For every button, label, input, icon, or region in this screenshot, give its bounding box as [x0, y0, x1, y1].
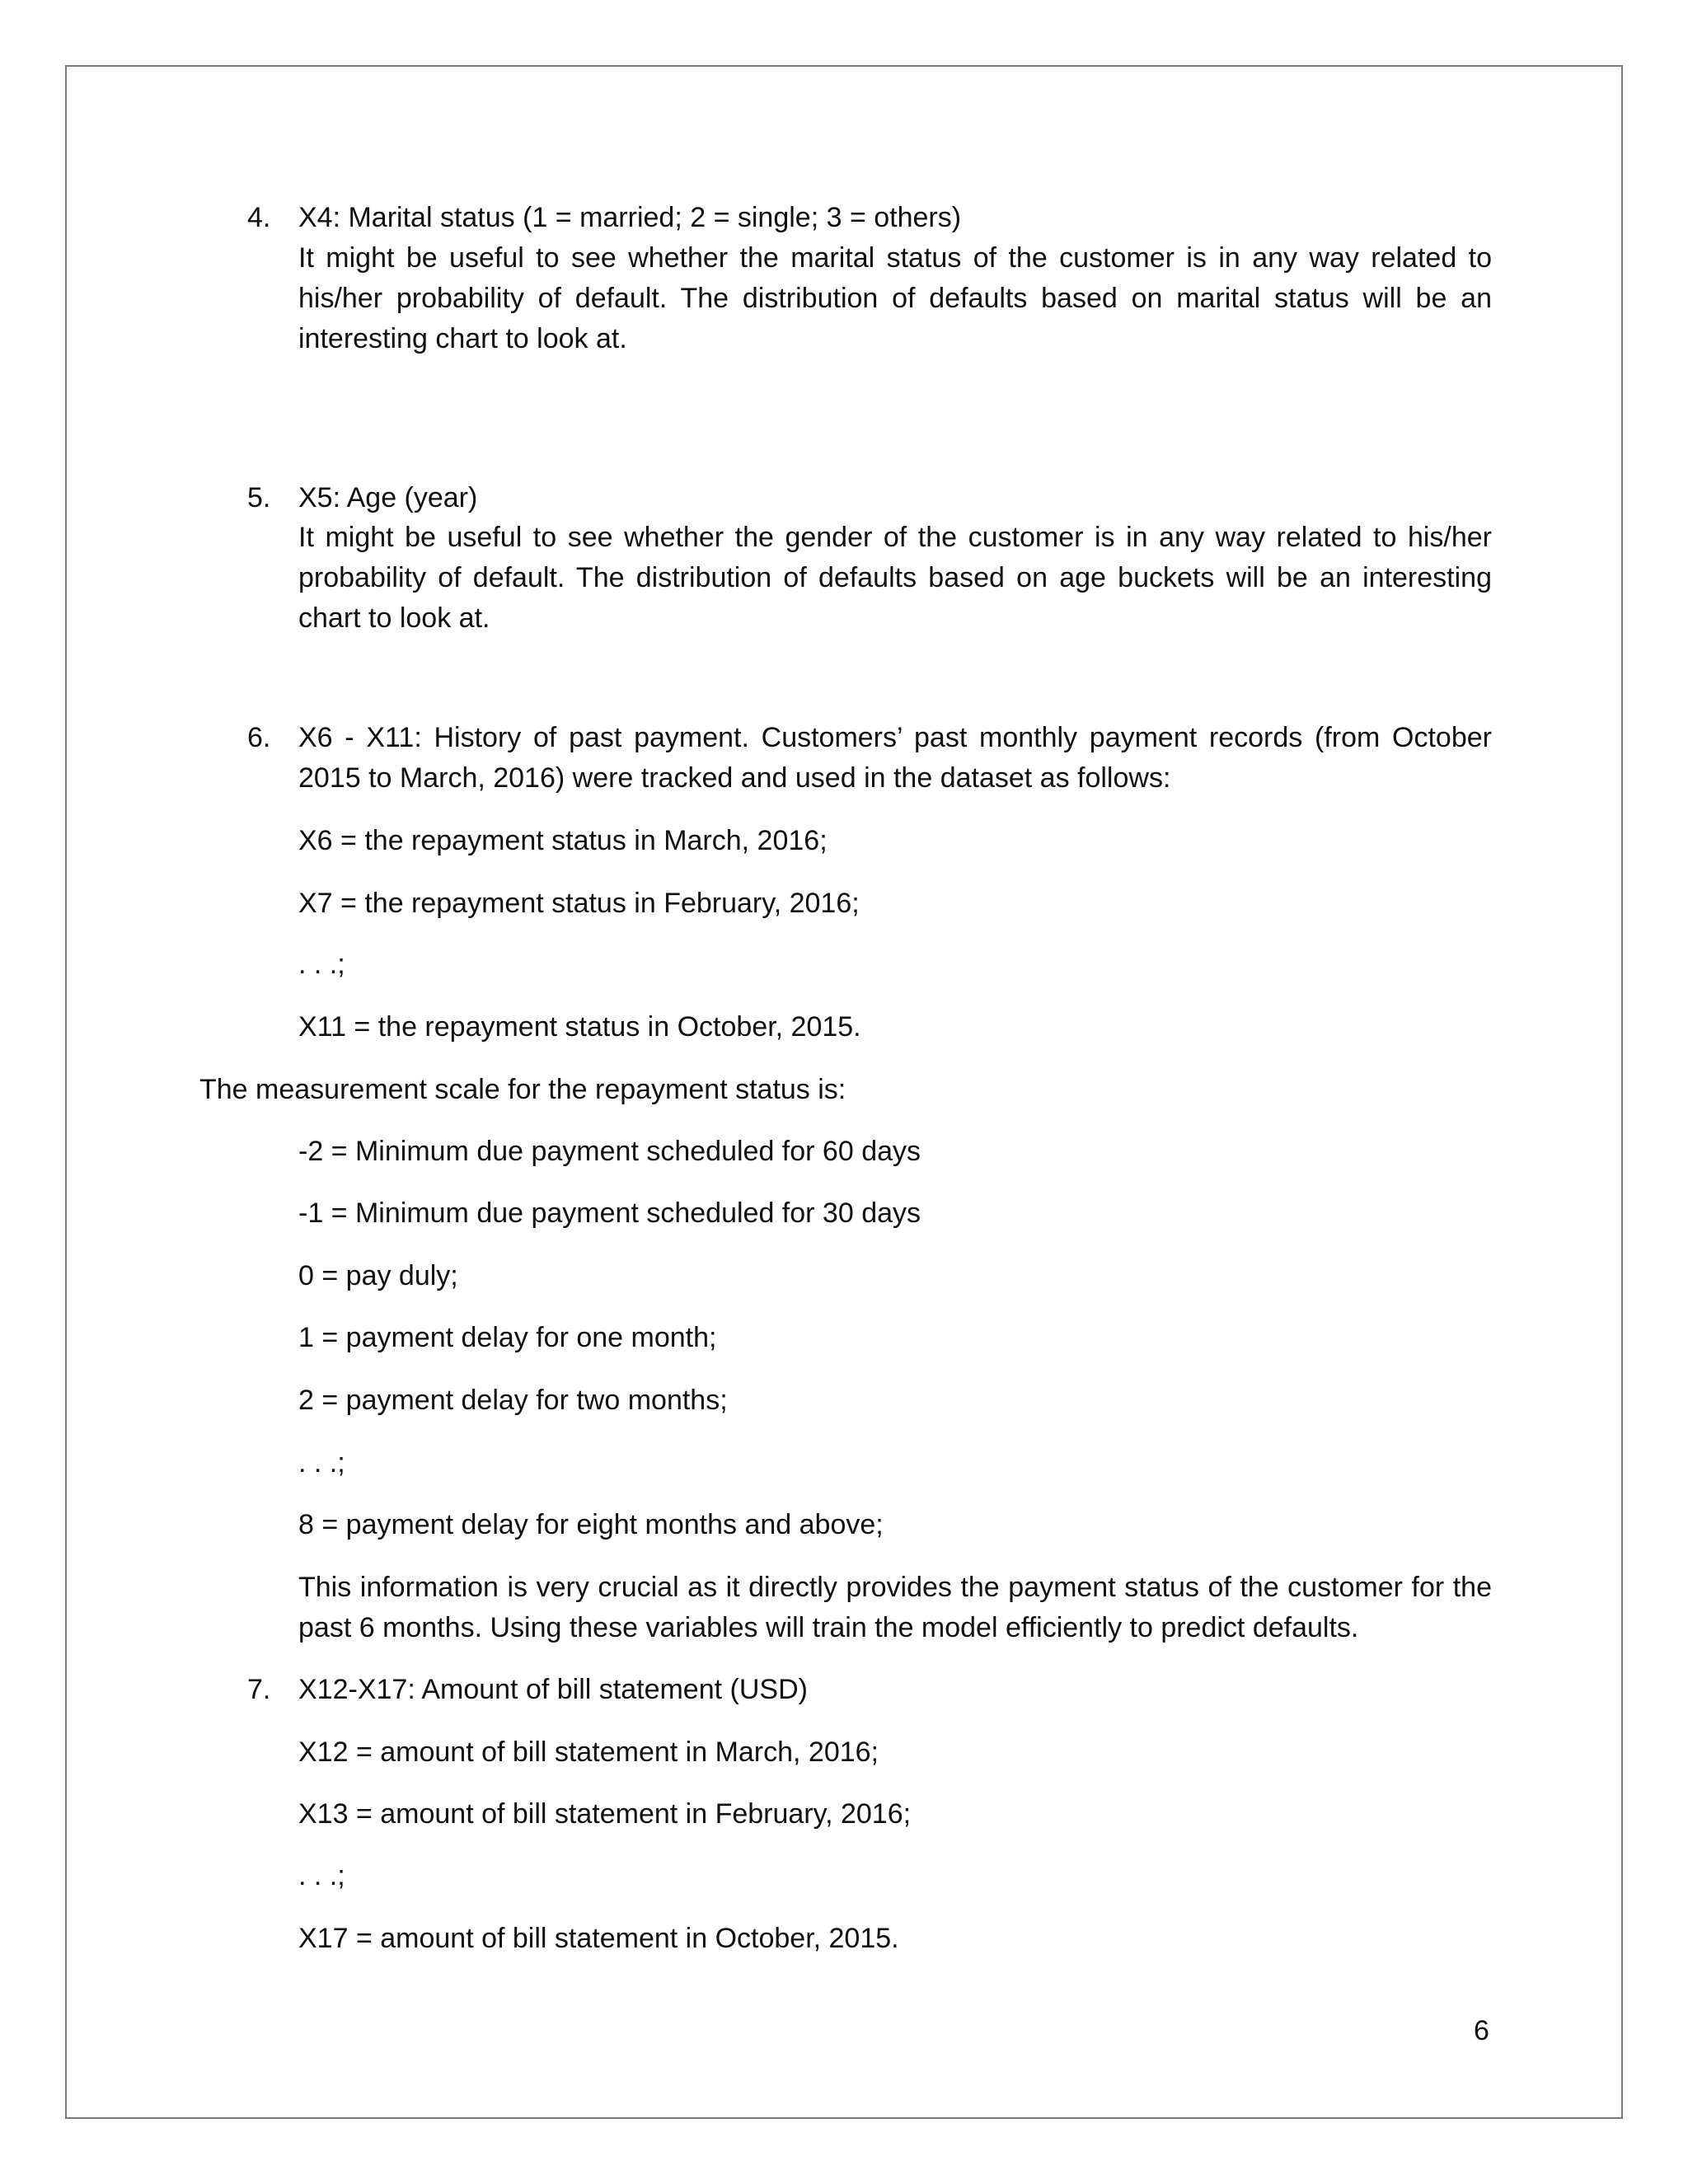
item-6-line-x7: X7 = the repayment status in February, 2016; [298, 888, 860, 919]
scale-item: 2 = payment delay for two months; [298, 1385, 728, 1416]
item-5-number: 5. [247, 482, 271, 513]
scale-item: . . .; [298, 1447, 345, 1479]
scale-item: 8 = payment delay for eight months and above; [298, 1509, 884, 1540]
scale-item: -1 = Minimum due payment scheduled for 30 days [298, 1197, 921, 1229]
item-6-heading: X6 - X11: History of past payment. Customers’ past monthly payment records (from October 2015 to March, 2016) were tracked and used in the dataset as follows: [298, 722, 1492, 794]
item-5-body: It might be useful to see whether the gender of the customer is in any way related to his/her probability of default. The distribution of defaults based on age buckets will be an interesting chart to look at. [298, 522, 1492, 634]
scale-note: This information is very crucial as it directly provides the payment status of the customer for the past 6 months. Using these variables will train the model efficiently to predict defaults. [298, 1572, 1492, 1643]
item-7-heading: X12-X17: Amount of bill statement (USD) [298, 1674, 808, 1705]
item-7-line-x12: X12 = amount of bill statement in March, 2016; [298, 1736, 879, 1768]
scale-item: 0 = pay duly; [298, 1260, 458, 1291]
item-4-number: 4. [247, 202, 271, 233]
item-4-heading: X4: Marital status (1 = married; 2 = single; 3 = others) [298, 202, 962, 233]
item-7-number: 7. [247, 1674, 271, 1705]
page-number: 6 [1474, 2015, 1489, 2046]
item-4-body: It might be useful to see whether the marital status of the customer is in any way related to his/her probability of default. The distribution of defaults based on marital status will be an interesting chart to look at. [298, 242, 1492, 354]
item-6-line-x11: X11 = the repayment status in October, 2015. [298, 1011, 861, 1043]
scale-item: -2 = Minimum due payment scheduled for 60 days [298, 1136, 921, 1167]
item-7-line-x17: X17 = amount of bill statement in October, 2015. [298, 1923, 899, 1954]
item-7-line-ellipsis: . . .; [298, 1860, 345, 1891]
item-6-number: 6. [247, 722, 271, 753]
scale-item: 1 = payment delay for one month; [298, 1322, 717, 1353]
item-6-line-x6: X6 = the repayment status in March, 2016; [298, 825, 828, 856]
item-5-heading: X5: Age (year) [298, 482, 478, 513]
item-7-line-x13: X13 = amount of bill statement in February, 2016; [298, 1798, 912, 1830]
scale-intro: The measurement scale for the repayment status is: [199, 1074, 846, 1105]
item-6-line-ellipsis: . . .; [298, 949, 345, 980]
